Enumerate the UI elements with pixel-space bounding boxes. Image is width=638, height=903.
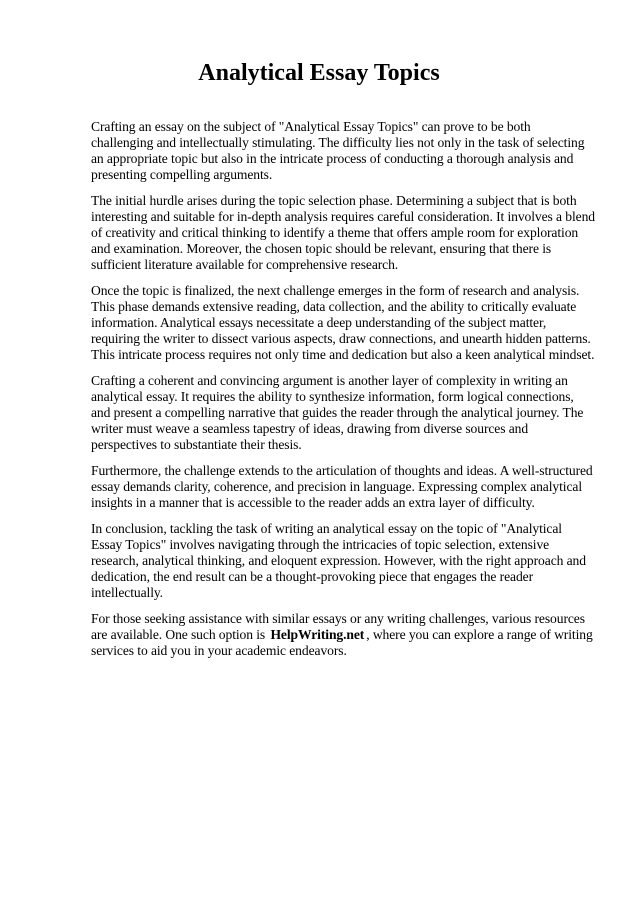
paragraph-2: The initial hurdle arises during the topic selection phase. Determining a subject that is both interesting and suitable for in-depth analysis requires careful consideration. It involves a blend of creativity and critical thinking to identify a theme that offers ample room for exploration and examination. Moreover, the chosen topic should be relevant, ensuring that there is sufficient literature available for comprehensive research. bbox=[91, 193, 595, 272]
document-body bbox=[91, 119, 595, 669]
paragraph-6: In conclusion, tackling the task of writing an analytical essay on the topic of "Analytical Essay Topics" involves navigating through the intricacies of topic selection, extensive research, analytical thinking, and eloquent expression. However, with the right approach and dedication, the end result can be a thought-provoking piece that engages the reader intellectually. bbox=[91, 521, 586, 600]
paragraph-4: Crafting a coherent and convincing argument is another layer of complexity in writing an analytical essay. It requires the ability to synthesize information, form logical connections, and present a compelling narrative that guides the reader through the analytical journey. The writer must weave a seamless tapestry of ideas, drawing from diverse sources and perspectives to substantiate their thesis. bbox=[91, 373, 584, 452]
paragraph-7 bbox=[91, 611, 595, 659]
paragraph-1: Crafting an essay on the subject of "Analytical Essay Topics" can prove to be both challenging and intellectually stimulating. The difficulty lies not only in the task of selecting an appropriate topic but also in the intricate process of conducting a thorough analysis and presenting compelling arguments. bbox=[91, 119, 585, 182]
helpwriting-link[interactable]: HelpWriting.net bbox=[270, 627, 365, 642]
paragraph-7-outro: , where you can explore a range of writing services to aid you in your academic endeavors. bbox=[91, 627, 593, 658]
paragraph-5: Furthermore, the challenge extends to the articulation of thoughts and ideas. A well-structured essay demands clarity, coherence, and precision in language. Expressing complex analytical insights in a manner that is accessible to the reader adds an extra layer of difficulty. bbox=[91, 463, 593, 510]
paragraph-7-intro: For those seeking assistance with similar essays or any writing challenges, various resources are available. One such option is bbox=[91, 611, 585, 642]
document-title: Analytical Essay Topics bbox=[198, 60, 440, 86]
paragraph-3: Once the topic is finalized, the next challenge emerges in the form of research and analysis. This phase demands extensive reading, data collection, and the ability to critically evaluate information. Analytical essays necessitate a deep understanding of the subject matter, requiring the writer to dissect various aspects, draw connections, and unearth hidden patterns. This intricate process requires not only time and dedication but also a keen analytical mindset. bbox=[91, 283, 595, 362]
